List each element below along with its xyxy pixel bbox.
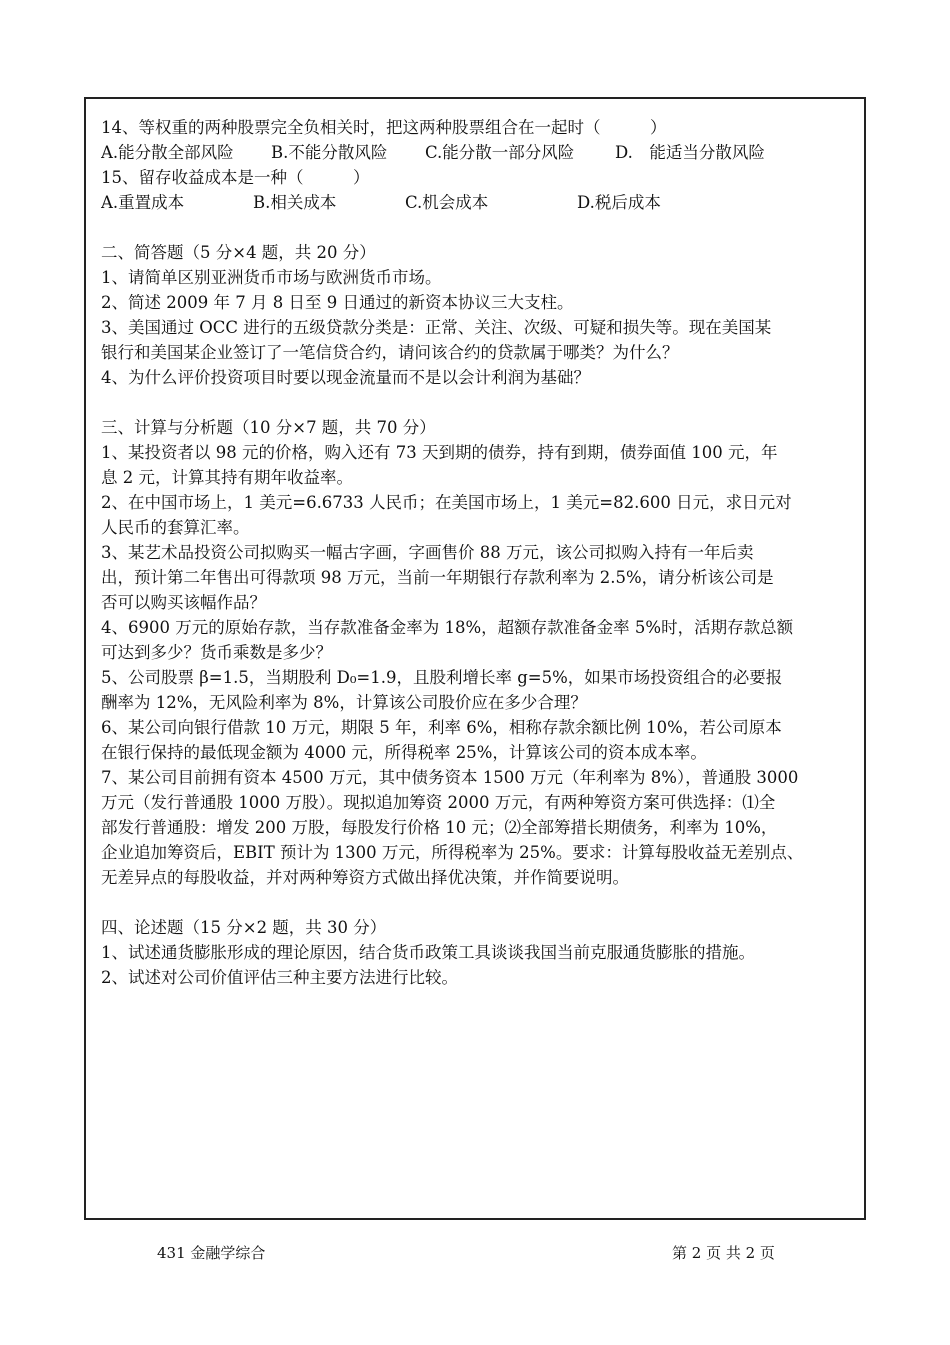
section-3-line: 2、在中国市场上，1 美元=6.6733 人民币；在美国市场上，1 美元=82.600 日元，求日元对 [101, 493, 792, 512]
question-14-options [101, 140, 859, 165]
section-3-line: 1、某投资者以 98 元的价格，购入还有 73 天到期的债券，持有到期，债券面值 100 元，年 [101, 443, 778, 462]
section-3-line: 息 2 元，计算其持有期年收益率。 [101, 468, 353, 487]
section-2-line: 1、请简单区别亚洲货币市场与欧洲货币市场。 [101, 268, 442, 287]
section-3-line: 企业追加筹资后，EBIT 预计为 1300 万元，所得税率为 25%。要求：计算每股收益无差别点、 [101, 843, 804, 862]
section-4-line: 2、试述对公司价值评估三种主要方法进行比较。 [101, 968, 458, 987]
section-3-title: 三、计算与分析题（10 分×7 题，共 70 分） [101, 418, 436, 437]
footer-page-info: 第 2 页 共 2 页 [672, 1244, 775, 1262]
section-3-line: 人民币的套算汇率。 [101, 518, 250, 537]
q15-option-d: D.税后成本 [577, 193, 661, 212]
section-3-line: 5、公司股票 β=1.5，当期股利 D₀=1.9，且股利增长率 g=5%，如果市场投资组合的必要报 [101, 668, 783, 687]
question-15-options [101, 190, 859, 215]
question-15-stem: 15、留存收益成本是一种（ ） [101, 168, 370, 187]
q14-option-b: B.不能分散风险 [271, 143, 388, 162]
question-14-stem: 14、等权重的两种股票完全负相关时，把这两种股票组合在一起时（ ） [101, 118, 667, 137]
section-3-line: 出，预计第二年售出可得款项 98 万元，当前一年期银行存款利率为 2.5%，请分析该公司是 [101, 568, 774, 587]
section-4-title: 四、论述题（15 分×2 题，共 30 分） [101, 918, 387, 937]
section-2-line: 银行和美国某企业签订了一笔信贷合约，请问该合约的贷款属于哪类？为什么？ [101, 343, 679, 362]
section-3-line: 3、某艺术品投资公司拟购买一幅古字画，字画售价 88 万元，该公司拟购入持有一年后卖 [101, 543, 754, 562]
section-3-line: 在银行保持的最低现金额为 4000 元，所得税率 25%，计算该公司的资本成本率。 [101, 743, 707, 762]
section-2-line: 3、美国通过 OCC 进行的五级贷款分类是：正常、关注、次级、可疑和损失等。现在美国某 [101, 318, 772, 337]
section-4-line: 1、试述通货膨胀形成的理论原因，结合货币政策工具谈谈我国当前克服通货膨胀的措施。 [101, 943, 755, 962]
section-3-line: 4、6900 万元的原始存款，当存款准备金率为 18%，超额存款准备金率 5%时，活期存款总额 [101, 618, 794, 637]
section-3-line: 部发行普通股：增发 200 万股，每股发行价格 10 元；⑵全部筹措长期债务，利率为 10%， [101, 818, 778, 837]
q14-option-d: D. 能适当分散风险 [615, 143, 765, 162]
section-3-line: 6、某公司向银行借款 10 万元，期限 5 年，利率 6%，相称存款余额比例 10%，若公司原本 [101, 718, 782, 737]
q15-option-a: A.重置成本 [101, 193, 185, 212]
section-3-line: 无差异点的每股收益，并对两种筹资方式做出择优决策，并作简要说明。 [101, 868, 629, 887]
section-3-line: 否可以购买该幅作品？ [101, 593, 266, 612]
section-2-line: 2、简述 2009 年 7 月 8 日至 9 日通过的新资本协议三大支柱。 [101, 293, 574, 312]
footer-subject: 431 金融学综合 [157, 1244, 266, 1262]
q15-option-b: B.相关成本 [253, 193, 337, 212]
q14-option-a: A.能分散全部风险 [101, 143, 234, 162]
section-3-line: 万元（发行普通股 1000 万股）。现拟追加筹资 2000 万元，有两种筹资方案可供选择：⑴全 [101, 793, 776, 812]
section-3-line: 可达到多少？货币乘数是多少？ [101, 643, 332, 662]
section-2-line: 4、为什么评价投资项目时要以现金流量而不是以会计利润为基础？ [101, 368, 590, 387]
exam-content [101, 115, 859, 990]
section-3-line: 酬率为 12%，无风险利率为 8%，计算该公司股价应在多少合理？ [101, 693, 587, 712]
q15-option-c: C.机会成本 [405, 193, 489, 212]
section-2-title: 二、简答题（5 分×4 题，共 20 分） [101, 243, 376, 262]
section-3-line: 7、某公司目前拥有资本 4500 万元，其中债务资本 1500 万元（年利率为 8%），普通股 3000 [101, 768, 799, 787]
q14-option-c: C.能分散一部分风险 [425, 143, 575, 162]
